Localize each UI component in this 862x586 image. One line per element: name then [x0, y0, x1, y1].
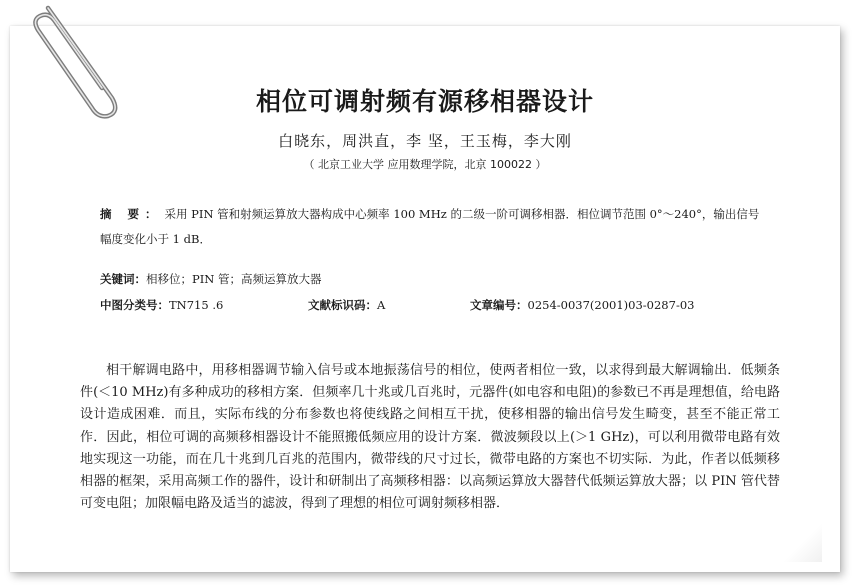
body-paragraph: 相干解调电路中，用移相器调节输入信号或本地振荡信号的相位，使两者相位一致，以求得到最大解调输出．低频条件(＜10 MHz)有多种成功的移相方案．但频率几十兆或几百兆时，元器件(如电容和电阻)的参数已不再是理想值，给电路设计造成困难．而且，实际布线的分布参数也将使线路之间相互干扰，使移相器的输出信号发生畸变，甚至不能正常工作．因此，相位可调的高频移相器设计不能照搬低频应用的设计方案．微波频段以上(＞1 GHz)，可以利用微带电路有效地实现这一功能，而在几十兆到几百兆的范围内，微带线的尺寸过长，微带电路的方案也不切实际．为此，作者以低频移相器的框架，采用高频工作的器件，设计和研制出了高频移相器：以高频运算放大器替代低频运算放大器；以 PIN 管代替可变电阻；加限幅电路及适当的滤波，得到了理想的相位可调射频移相器． — [80, 363, 780, 512]
classification-row — [100, 297, 760, 313]
paperclip-icon — [18, 0, 128, 120]
abstract — [100, 202, 760, 252]
abstract-text: 采用 PIN 管和射频运算放大器构成中心频率 100 MHz 的二级一阶可调移相器．相位调节范围 0°～240°，输出信号幅度变化小于 1 dB． — [100, 207, 760, 246]
keywords — [100, 271, 760, 287]
article-number-label: 文章编号： — [470, 298, 528, 312]
author-list: 白晓东，周洪直，李 坚，王玉梅，李大刚 — [278, 132, 572, 150]
paper-sheet — [10, 26, 840, 572]
clc-label: 中图分类号： — [100, 298, 169, 312]
article-number — [470, 297, 694, 313]
page-curl-shadow — [782, 522, 822, 562]
keywords-label: 关键词： — [100, 272, 146, 286]
clc-value: TN715 .6 — [169, 298, 224, 312]
abstract-label: 摘 要： — [100, 207, 163, 221]
author-affiliation: （ 北京工业大学 应用数理学院，北京 100022 ） — [303, 158, 547, 171]
clc-number — [100, 297, 223, 313]
keywords-text: 相移位；PIN 管；高频运算放大器 — [146, 272, 322, 286]
article-number-value: 0254-0037(2001)03-0287-03 — [527, 298, 695, 312]
document-code-value: A — [377, 298, 386, 312]
document-code — [308, 297, 385, 313]
document-code-label: 文献标识码： — [308, 298, 377, 312]
paper-title: 相位可调射频有源移相器设计 — [255, 87, 594, 116]
